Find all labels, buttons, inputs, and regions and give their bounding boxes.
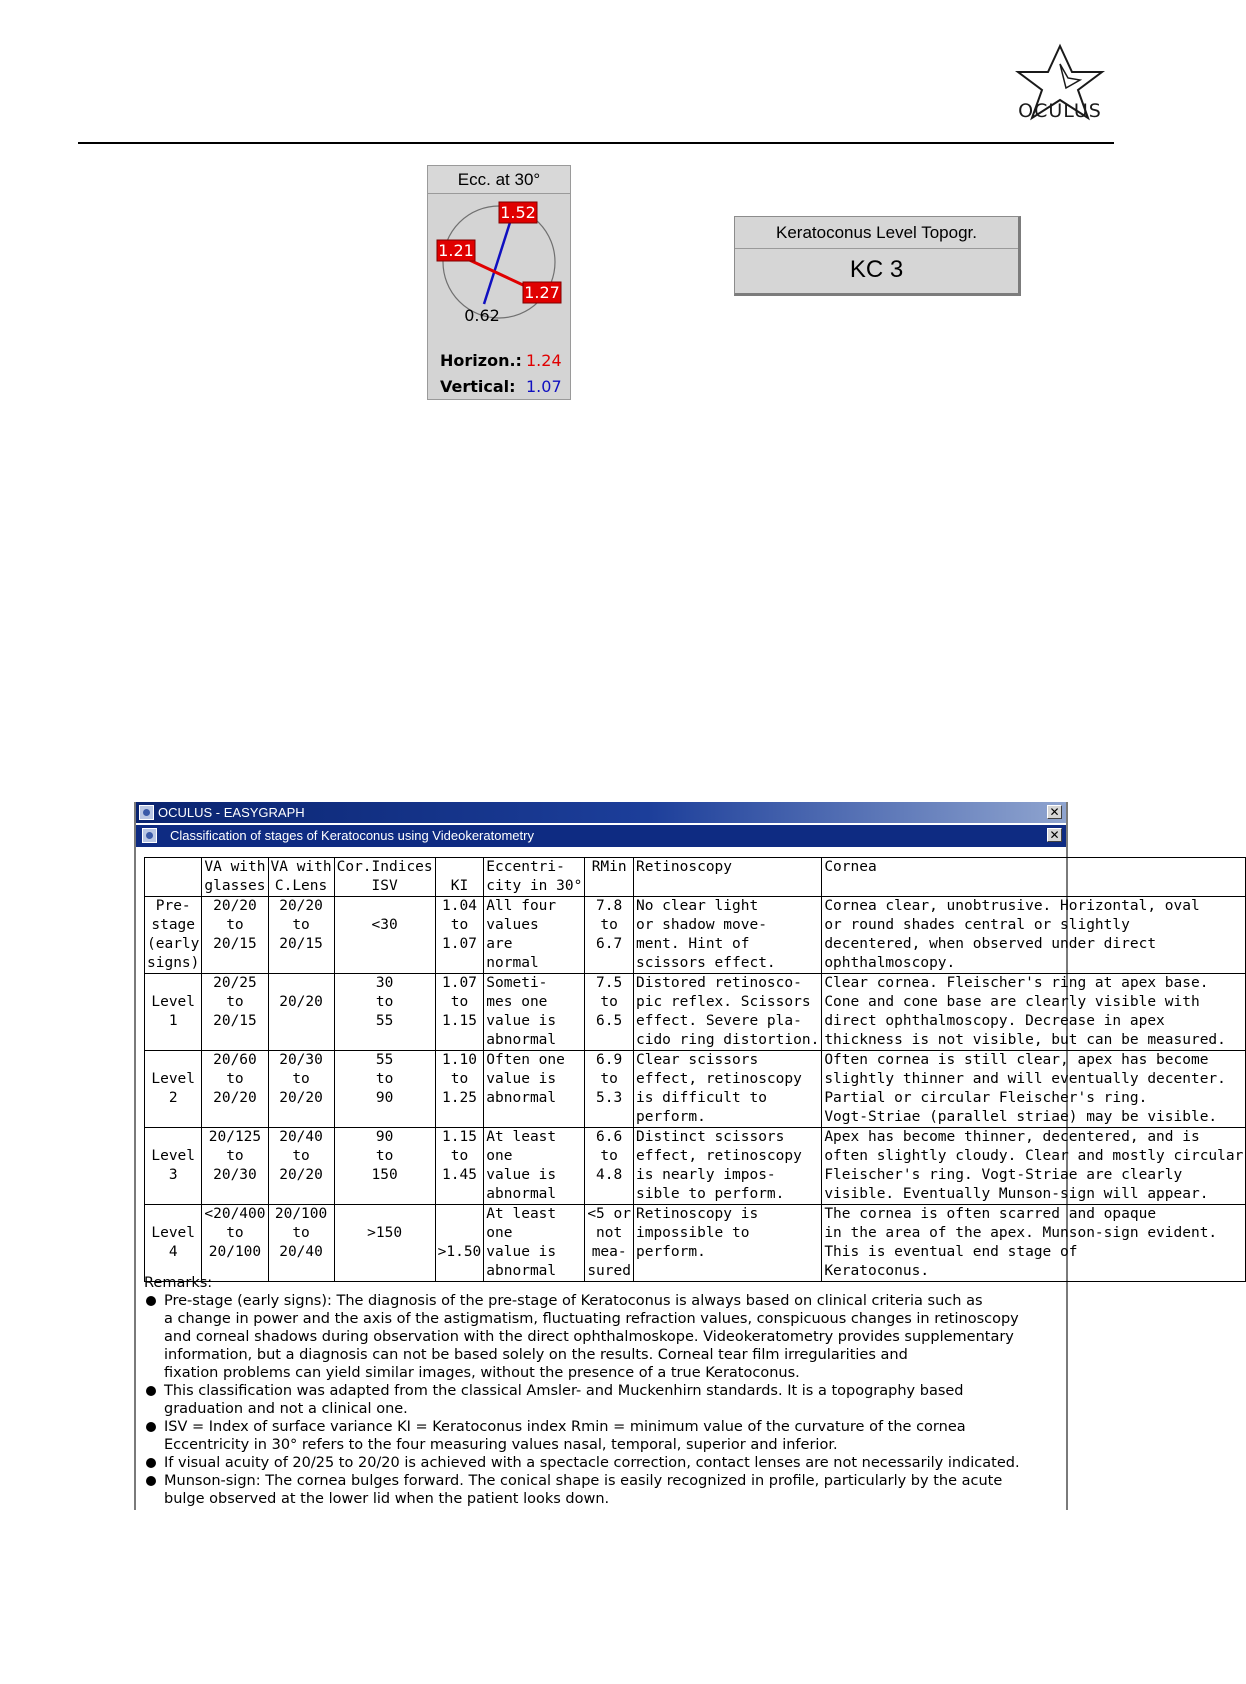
cell-line: (early bbox=[147, 936, 200, 952]
remarks-list bbox=[144, 1292, 1064, 1508]
table-cell bbox=[822, 1205, 1246, 1282]
dialog-close-button[interactable]: ✕ bbox=[1047, 828, 1062, 842]
cell-line: Level bbox=[151, 994, 196, 1010]
cell-line: 150 bbox=[371, 1167, 398, 1183]
remark-line: information, but a diagnosis can not be based solely on the results. Corneal tear film irregularities and bbox=[164, 1347, 908, 1363]
cell-line: to bbox=[375, 994, 394, 1010]
cell-line: is difficult to bbox=[635, 1090, 767, 1106]
cell-line: KI bbox=[450, 878, 469, 894]
cell-line: VA with bbox=[270, 859, 332, 875]
cell-line: 20/20 bbox=[213, 1090, 257, 1106]
cell-line: Cornea bbox=[824, 859, 877, 875]
remark-item bbox=[144, 1418, 1064, 1454]
table-cell bbox=[435, 974, 484, 1051]
cell-line: to bbox=[450, 1071, 469, 1087]
cell-line: to bbox=[226, 917, 244, 933]
cell-line: 20/40 bbox=[279, 1244, 323, 1260]
table-cell bbox=[145, 1128, 202, 1205]
cell-line: effect, retinoscopy bbox=[635, 1148, 802, 1164]
remarks-section bbox=[144, 1274, 1064, 1508]
cell-line: 20/20 bbox=[279, 994, 323, 1010]
table-cell bbox=[145, 1205, 202, 1282]
cell-line: <5 or bbox=[587, 1206, 631, 1222]
cell-line: 4 bbox=[168, 1244, 178, 1260]
remark-line: This classification was adapted from the classical Amsler- and Muckenhirn standards. It is a topography based bbox=[164, 1383, 964, 1399]
cell-line: Fleischer's ring. Vogt-Striae are clearly bbox=[824, 1167, 1183, 1183]
cell-line: C.Lens bbox=[274, 878, 328, 894]
table-cell bbox=[435, 897, 484, 974]
value-left: 1.21 bbox=[438, 241, 474, 260]
cell-line: All four bbox=[486, 898, 557, 914]
bullet-icon bbox=[146, 1476, 156, 1486]
table-row bbox=[145, 897, 1246, 974]
cell-line: >1.50 bbox=[437, 1244, 482, 1260]
table-cell bbox=[334, 897, 435, 974]
cell-line: Clear scissors bbox=[635, 1052, 759, 1068]
cell-line: value is bbox=[486, 1071, 557, 1087]
cell-line bbox=[438, 1205, 482, 1224]
table-cell bbox=[435, 1051, 484, 1128]
cell-line: value is bbox=[486, 1167, 557, 1183]
cell-line: to bbox=[450, 1148, 469, 1164]
table-row bbox=[145, 1051, 1246, 1128]
cell-line: ophthalmoscopy. bbox=[824, 955, 956, 971]
cell-line: signs) bbox=[147, 955, 200, 971]
table-cell bbox=[145, 897, 202, 974]
cell-line: Level bbox=[151, 1071, 196, 1087]
cell-line: normal bbox=[486, 955, 539, 971]
cell-line: Retinoscopy is bbox=[635, 1206, 759, 1222]
cell-line: sured bbox=[587, 1263, 631, 1279]
cell-line: At least bbox=[486, 1129, 557, 1145]
cell-line: to bbox=[226, 1148, 244, 1164]
cell-line: 55 bbox=[375, 1052, 394, 1068]
cell-line bbox=[337, 897, 433, 916]
cell-line: city in 30° bbox=[486, 878, 583, 894]
cell-line: values bbox=[486, 917, 539, 933]
remark-line: Pre-stage (early signs): The diagnosis of the pre-stage of Keratoconus is always based on clinical criteria such as bbox=[164, 1293, 983, 1309]
cell-line: 1.07 bbox=[442, 975, 477, 991]
remark-item bbox=[144, 1292, 1064, 1382]
cell-line: 20/15 bbox=[279, 936, 323, 952]
remark-line: graduation and not a clinical one. bbox=[164, 1401, 408, 1417]
cell-line: 20/100 bbox=[208, 1244, 262, 1260]
cell-line: to bbox=[226, 994, 244, 1010]
cell-line: The cornea is often scarred and opaque bbox=[824, 1206, 1157, 1222]
cell-line: to bbox=[375, 1071, 394, 1087]
cell-line: 6.5 bbox=[596, 1013, 623, 1029]
cell-line: Cone and cone base are clearly visible with bbox=[824, 994, 1200, 1010]
table-cell bbox=[334, 974, 435, 1051]
cell-line: 20/20 bbox=[279, 898, 323, 914]
cell-line: At least bbox=[486, 1206, 557, 1222]
bullet-icon bbox=[146, 1386, 156, 1396]
table-cell bbox=[202, 1051, 268, 1128]
value-bottom: 0.62 bbox=[464, 306, 500, 325]
easygraph-window bbox=[134, 802, 1244, 1510]
horizontal-value: 1.24 bbox=[526, 351, 562, 370]
table-cell bbox=[202, 1205, 268, 1282]
remarks-title: Remarks: bbox=[144, 1275, 213, 1291]
cell-line: not bbox=[596, 1225, 623, 1241]
table-cell bbox=[585, 897, 634, 974]
cell-line: VA with bbox=[204, 859, 266, 875]
cell-line: thickness is not visible, but can be measured. bbox=[824, 1032, 1226, 1048]
cell-line: Often cornea is still clear, apex has become bbox=[824, 1052, 1209, 1068]
cell-line: Keratoconus. bbox=[824, 1263, 930, 1279]
cell-line: 20/25 bbox=[213, 975, 257, 991]
remark-line: fixation problems can yield similar images, without the presence of a true Keratoconus. bbox=[164, 1365, 800, 1381]
header-cell bbox=[435, 858, 484, 897]
cell-line: to bbox=[450, 917, 469, 933]
table-cell bbox=[484, 897, 585, 974]
table-cell bbox=[633, 1051, 821, 1128]
cell-line: pic reflex. Scissors bbox=[635, 994, 811, 1010]
cell-line: No clear light bbox=[635, 898, 759, 914]
table-cell bbox=[202, 897, 268, 974]
cell-line: >150 bbox=[367, 1225, 403, 1241]
cell-line: visible. Eventually Munson-sign will appear. bbox=[824, 1186, 1209, 1202]
value-right: 1.27 bbox=[524, 283, 560, 302]
cell-line: Distored retinosco- bbox=[635, 975, 802, 991]
cell-line: 1.15 bbox=[442, 1129, 477, 1145]
cell-line: RMin bbox=[591, 859, 627, 875]
cell-line bbox=[636, 877, 819, 896]
cell-line: 6.7 bbox=[596, 936, 623, 952]
cell-line: effect, retinoscopy bbox=[635, 1071, 802, 1087]
cell-line: 7.5 bbox=[596, 975, 623, 991]
dialog-title: Classification of stages of Keratoconus using Videokeratometry bbox=[170, 828, 534, 843]
cell-line: 20/15 bbox=[213, 936, 257, 952]
cell-line: Often one bbox=[486, 1052, 565, 1068]
header-cell bbox=[585, 858, 634, 897]
cell-line: are bbox=[486, 936, 513, 952]
app-titlebar[interactable] bbox=[136, 802, 1066, 823]
table-cell bbox=[484, 1205, 585, 1282]
table-header-row bbox=[145, 858, 1246, 897]
remark-line: bulge observed at the lower lid when the patient looks down. bbox=[164, 1491, 610, 1507]
header-cell bbox=[334, 858, 435, 897]
cell-line: 6.9 bbox=[596, 1052, 623, 1068]
cell-line: decentered, when observed under direct bbox=[824, 936, 1157, 952]
bullet-icon bbox=[146, 1296, 156, 1306]
cell-line: slightly thinner and will eventually decenter. bbox=[824, 1071, 1226, 1087]
vertical-meridian-line bbox=[484, 210, 514, 304]
cell-line: to bbox=[375, 1148, 394, 1164]
cell-line: 1.45 bbox=[442, 1167, 477, 1183]
table-cell bbox=[268, 1128, 334, 1205]
header-divider bbox=[78, 142, 1114, 144]
header-cell bbox=[633, 858, 821, 897]
cell-line: Level bbox=[151, 1148, 196, 1164]
table-cell bbox=[633, 974, 821, 1051]
cell-line: 1.07 bbox=[442, 936, 477, 952]
cell-line: 20/20 bbox=[279, 1090, 323, 1106]
cell-line: Retinoscopy bbox=[635, 859, 733, 875]
cell-line: stage bbox=[151, 917, 196, 933]
cell-line: or shadow move- bbox=[635, 917, 767, 933]
header-cell bbox=[268, 858, 334, 897]
table-cell bbox=[145, 1051, 202, 1128]
table-cell bbox=[268, 897, 334, 974]
app-title: OCULUS - EASYGRAPH bbox=[158, 805, 305, 820]
header-cell bbox=[484, 858, 585, 897]
table-cell bbox=[633, 897, 821, 974]
header-cell bbox=[145, 858, 202, 897]
vertical-label: Vertical: bbox=[440, 377, 516, 396]
cell-line bbox=[147, 1205, 199, 1224]
remark-line: ISV = Index of surface variance KI = Keratoconus index Rmin = minimum value of the curvature of the cornea bbox=[164, 1419, 966, 1435]
cell-line: 1 bbox=[168, 1013, 178, 1029]
table-cell bbox=[585, 1051, 634, 1128]
table-cell bbox=[822, 974, 1246, 1051]
table-cell bbox=[202, 1128, 268, 1205]
cell-line: 1.10 bbox=[442, 1052, 477, 1068]
logo-text: OCULUS bbox=[1018, 100, 1102, 122]
cell-line: 55 bbox=[375, 1013, 394, 1029]
remark-line: a change in power and the axis of the astigmatism, fluctuating refraction values, conspicuous changes in retinoscopy bbox=[164, 1311, 1019, 1327]
cell-line: Level bbox=[151, 1225, 196, 1241]
bullet-icon bbox=[146, 1422, 156, 1432]
cell-line: 20/20 bbox=[213, 898, 257, 914]
header-cell bbox=[822, 858, 1246, 897]
cell-line: 1.15 bbox=[442, 1013, 477, 1029]
cell-line: Partial or circular Fleischer's ring. bbox=[824, 1090, 1148, 1106]
cell-line: 20/125 bbox=[208, 1129, 262, 1145]
cell-line: 4.8 bbox=[596, 1167, 623, 1183]
cell-line bbox=[147, 1051, 199, 1070]
cell-line: value is bbox=[486, 1013, 557, 1029]
table-row bbox=[145, 1128, 1246, 1205]
cell-line: abnormal bbox=[486, 1186, 557, 1202]
app-close-button[interactable]: ✕ bbox=[1047, 805, 1062, 819]
header-cell bbox=[202, 858, 268, 897]
cell-line: mes one bbox=[486, 994, 548, 1010]
app-icon bbox=[139, 805, 154, 820]
table-cell bbox=[585, 974, 634, 1051]
table-cell bbox=[145, 974, 202, 1051]
remark-line: Eccentricity in 30° refers to the four measuring values nasal, temporal, superior and inferior. bbox=[164, 1437, 838, 1453]
cell-line: 1.04 bbox=[442, 898, 477, 914]
cell-line: impossible to bbox=[635, 1225, 750, 1241]
cell-line: cido ring distortion. bbox=[635, 1032, 820, 1048]
cell-line: ment. Hint of bbox=[635, 936, 750, 952]
cell-line: <30 bbox=[371, 917, 398, 933]
cell-line: Someti- bbox=[486, 975, 548, 991]
cell-line: glasses bbox=[204, 878, 266, 894]
table-cell bbox=[484, 974, 585, 1051]
cell-line: 6.6 bbox=[596, 1129, 623, 1145]
cell-line: 20/60 bbox=[213, 1052, 257, 1068]
cell-line: 5.3 bbox=[596, 1090, 623, 1106]
cell-line: Vogt-Striae (parallel striae) may be visible. bbox=[824, 1109, 1218, 1125]
value-top: 1.52 bbox=[500, 203, 536, 222]
dialog-titlebar[interactable] bbox=[136, 825, 1066, 847]
cell-line: 90 bbox=[375, 1090, 394, 1106]
cell-line: is nearly impos- bbox=[635, 1167, 776, 1183]
remark-item bbox=[144, 1382, 1064, 1418]
cell-line: scissors effect. bbox=[635, 955, 776, 971]
table-cell bbox=[435, 1128, 484, 1205]
cell-line: to bbox=[600, 994, 618, 1010]
cell-line: 90 bbox=[375, 1129, 394, 1145]
table-cell bbox=[585, 1205, 634, 1282]
cell-line: perform. bbox=[635, 1109, 706, 1125]
cell-line: Eccentri- bbox=[486, 859, 565, 875]
cell-line bbox=[147, 858, 199, 877]
cell-line: 3 bbox=[168, 1167, 178, 1183]
cell-line: effect. Severe pla- bbox=[635, 1013, 802, 1029]
cell-line: to bbox=[292, 917, 310, 933]
cell-line: Cornea clear, unobtrusive. Horizontal, oval bbox=[824, 898, 1200, 914]
cell-line bbox=[438, 858, 482, 877]
cell-line: to bbox=[600, 1148, 618, 1164]
cell-line: to bbox=[450, 994, 469, 1010]
eccentricity-title: Ecc. at 30° bbox=[428, 166, 570, 194]
cell-line: 20/40 bbox=[279, 1129, 323, 1145]
bullet-icon bbox=[146, 1458, 156, 1468]
cell-line: 20/20 bbox=[279, 1167, 323, 1183]
table-cell bbox=[484, 1051, 585, 1128]
cell-line bbox=[147, 877, 199, 896]
cell-line: Pre- bbox=[155, 898, 191, 914]
keratoconus-level-title: Keratoconus Level Topogr. bbox=[735, 217, 1018, 249]
cell-line bbox=[147, 1128, 199, 1147]
table-cell bbox=[334, 1205, 435, 1282]
cell-line: abnormal bbox=[486, 1263, 557, 1279]
table-cell bbox=[435, 1205, 484, 1282]
cell-line bbox=[438, 1224, 482, 1243]
cell-line: This is eventual end stage of bbox=[824, 1244, 1078, 1260]
table-cell bbox=[334, 1051, 435, 1128]
table-cell bbox=[585, 1128, 634, 1205]
remark-item bbox=[144, 1472, 1064, 1508]
keratoconus-level-panel bbox=[734, 216, 1021, 296]
table-cell bbox=[633, 1205, 821, 1282]
cell-line: abnormal bbox=[486, 1032, 557, 1048]
cell-line bbox=[337, 1205, 433, 1224]
cell-line: Distinct scissors bbox=[635, 1129, 785, 1145]
table-cell bbox=[822, 1128, 1246, 1205]
horizontal-row bbox=[440, 351, 562, 370]
table-cell bbox=[202, 974, 268, 1051]
eccentricity-panel bbox=[427, 165, 571, 400]
table-cell bbox=[334, 1128, 435, 1205]
cell-line: to bbox=[226, 1225, 244, 1241]
cell-line: to bbox=[292, 1071, 310, 1087]
cell-line: 7.8 bbox=[596, 898, 623, 914]
dialog-icon bbox=[142, 828, 157, 843]
cell-line: 2 bbox=[168, 1090, 178, 1106]
cell-line: abnormal bbox=[486, 1090, 557, 1106]
table-cell bbox=[268, 1051, 334, 1128]
horizontal-label: Horizon.: bbox=[440, 351, 522, 370]
cell-line: sible to perform. bbox=[635, 1186, 785, 1202]
cell-line: perform. bbox=[635, 1244, 706, 1260]
vertical-row bbox=[440, 377, 562, 396]
vertical-value: 1.07 bbox=[526, 377, 562, 396]
cell-line: 30 bbox=[375, 975, 394, 991]
remark-line: Munson-sign: The cornea bulges forward. The conical shape is easily recognized in profile, particularly by the acute bbox=[164, 1473, 1003, 1489]
cell-line: Clear cornea. Fleischer's ring at apex base. bbox=[824, 975, 1209, 991]
cell-line: <20/400 bbox=[204, 1206, 266, 1222]
cell-line: to bbox=[292, 1225, 310, 1241]
table-cell bbox=[822, 897, 1246, 974]
cell-line: to bbox=[600, 1071, 618, 1087]
cell-line bbox=[824, 877, 1243, 896]
table-cell bbox=[268, 974, 334, 1051]
keratoconus-level-value: KC 3 bbox=[849, 256, 904, 283]
cell-line: ISV bbox=[371, 878, 398, 894]
table-cell bbox=[822, 1051, 1246, 1128]
classification-table bbox=[144, 857, 1246, 1282]
cell-line: Apex has become thinner, decentered, and is bbox=[824, 1129, 1200, 1145]
cell-line: 20/30 bbox=[279, 1052, 323, 1068]
table-row bbox=[145, 974, 1246, 1051]
cell-line: 1.25 bbox=[442, 1090, 477, 1106]
cell-line bbox=[147, 974, 199, 993]
cell-line bbox=[271, 974, 332, 993]
cell-line: to bbox=[292, 1148, 310, 1164]
cell-line: often slightly cloudy. Clear and mostly circular bbox=[824, 1148, 1244, 1164]
table-cell bbox=[484, 1128, 585, 1205]
eccentricity-diagram bbox=[428, 194, 570, 344]
cell-line: 20/100 bbox=[274, 1206, 328, 1222]
cell-line bbox=[587, 877, 631, 896]
cell-line: or round shades central or slightly bbox=[824, 917, 1130, 933]
cell-line: direct ophthalmoscopy. Decrease in apex bbox=[824, 1013, 1165, 1029]
remark-line: and corneal shadows during observation with the direct ophthalmoskope. Videokeratometry provides supplementary bbox=[164, 1329, 1014, 1345]
remark-item bbox=[144, 1454, 1064, 1472]
cell-line: in the area of the apex. Munson-sign evident. bbox=[824, 1225, 1218, 1241]
cell-line: 20/30 bbox=[213, 1167, 257, 1183]
table-cell bbox=[268, 1205, 334, 1282]
cell-line: value is bbox=[486, 1244, 557, 1260]
table-row bbox=[145, 1205, 1246, 1282]
cell-line: Cor.Indices bbox=[336, 859, 433, 875]
remark-line: If visual acuity of 20/25 to 20/20 is achieved with a spectacle correction, contact lenses are not necessarily indicated. bbox=[164, 1455, 1020, 1471]
cell-line: to bbox=[226, 1071, 244, 1087]
table-cell bbox=[633, 1128, 821, 1205]
cell-line: to bbox=[600, 917, 618, 933]
cell-line: one bbox=[486, 1225, 513, 1241]
cell-line: one bbox=[486, 1148, 513, 1164]
cell-line: 20/15 bbox=[213, 1013, 257, 1029]
cell-line: mea- bbox=[591, 1244, 627, 1260]
